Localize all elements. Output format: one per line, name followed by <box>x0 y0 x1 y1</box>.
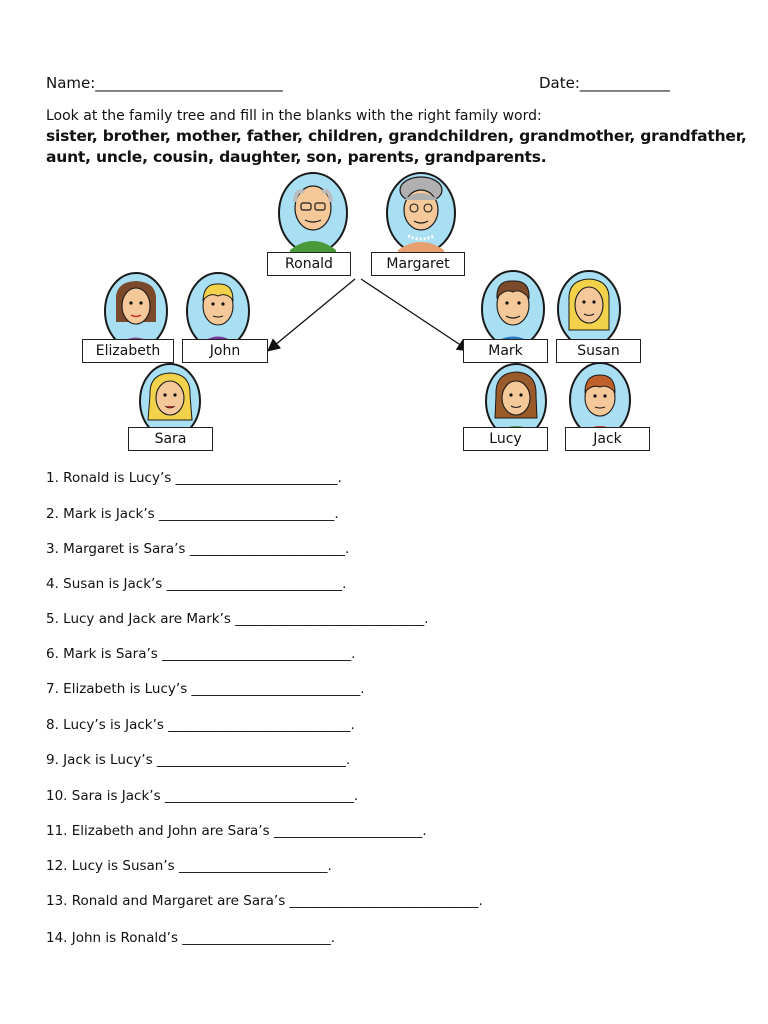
word-bank-line-1: sister, brother, mother, father, children, grandchildren, grandmother, grandfather, <box>46 127 747 145</box>
arrow-to-john <box>269 279 355 350</box>
name-box-john: John <box>182 339 268 363</box>
instructions-text: Look at the family tree and fill in the blanks with the right family word: <box>46 108 542 124</box>
date-field-label: Date:____________ <box>539 74 670 92</box>
man-portrait-icon <box>482 271 544 347</box>
question-14: 14. John is Ronald’s ______________________. <box>46 930 336 946</box>
name-box-elizabeth: Elizabeth <box>82 339 174 363</box>
question-10: 10. Sara is Jack’s ____________________________. <box>46 788 359 804</box>
question-1: 1. Ronald is Lucy’s ________________________. <box>46 470 342 486</box>
question-9: 9. Jack is Lucy’s ____________________________. <box>46 752 351 768</box>
question-7: 7. Elizabeth is Lucy’s _________________________. <box>46 681 365 697</box>
name-box-susan: Susan <box>556 339 641 363</box>
question-4: 4. Susan is Jack’s __________________________. <box>46 576 347 592</box>
name-box-margaret: Margaret <box>371 252 465 276</box>
arrow-to-mark <box>361 279 468 350</box>
grandmother-portrait-icon <box>387 173 455 254</box>
name-box-ronald: Ronald <box>267 252 351 276</box>
name-box-sara: Sara <box>128 427 213 451</box>
boy-portrait-icon <box>570 363 630 437</box>
question-11: 11. Elizabeth and John are Sara’s ______________________. <box>46 823 427 839</box>
question-8: 8. Lucy’s is Jack’s ___________________________. <box>46 717 355 733</box>
name-box-jack: Jack <box>565 427 650 451</box>
question-6: 6. Mark is Sara’s ____________________________. <box>46 646 356 662</box>
question-12: 12. Lucy is Susan’s ______________________. <box>46 858 332 874</box>
man-portrait-icon <box>187 273 249 349</box>
woman-portrait-icon <box>105 273 167 349</box>
name-field-label: Name:_________________________ <box>46 74 283 92</box>
word-bank-line-2: aunt, uncle, cousin, daughter, son, parents, grandparents. <box>46 148 547 166</box>
question-13: 13. Ronald and Margaret are Sara’s ____________________________. <box>46 893 483 909</box>
question-5: 5. Lucy and Jack are Mark’s ____________________________. <box>46 611 429 627</box>
woman-portrait-icon <box>558 271 620 347</box>
question-3: 3. Margaret is Sara’s _______________________. <box>46 541 350 557</box>
question-2: 2. Mark is Jack’s __________________________. <box>46 506 339 522</box>
grandfather-portrait-icon <box>279 173 347 254</box>
name-box-mark: Mark <box>463 339 548 363</box>
name-box-lucy: Lucy <box>463 427 548 451</box>
family-tree-diagram <box>0 0 768 470</box>
